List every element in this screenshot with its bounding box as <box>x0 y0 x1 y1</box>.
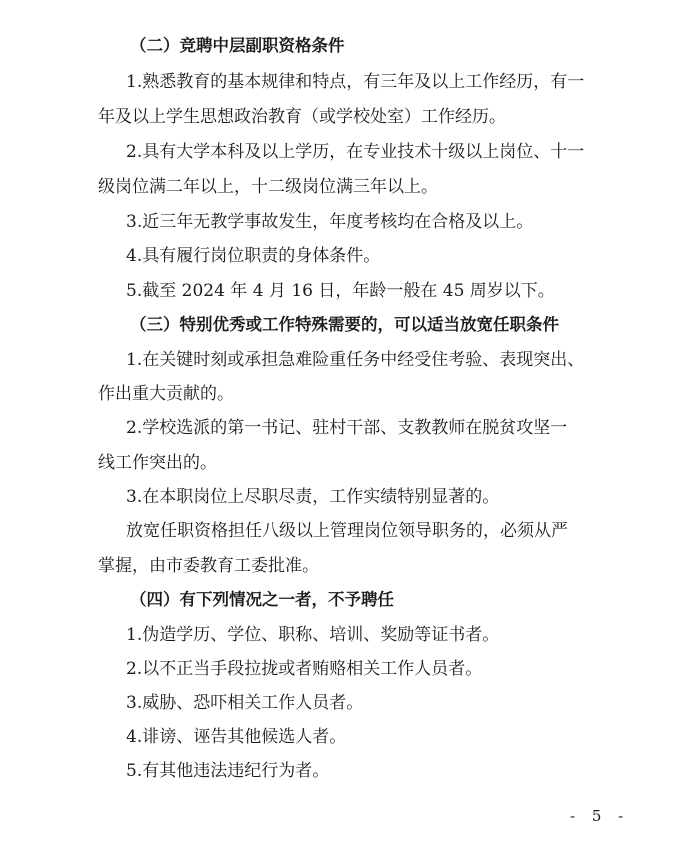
paragraph-line: 级岗位满二年以上，十二级岗位满三年以上。 <box>98 177 438 197</box>
paragraph-line: 5.截至 2024 年 4 月 16 日，年龄一般在 45 周岁以下。 <box>126 281 555 301</box>
paragraph-line: 3.在本职岗位上尽职尽责，工作实绩特别显著的。 <box>126 487 500 507</box>
paragraph-line: 年及以上学生思想政治教育（或学校处室）工作经历。 <box>98 107 506 127</box>
section-heading-3: （三）特别优秀或工作特殊需要的，可以适当放宽任职条件 <box>130 315 559 334</box>
paragraph-line: 4.具有履行岗位职责的身体条件。 <box>126 246 381 266</box>
paragraph-line: 1.在关键时刻或承担急难险重任务中经受住考验、表现突出、 <box>126 350 585 370</box>
section-heading-4: （四）有下列情况之一者，不予聘任 <box>130 590 394 609</box>
paragraph-line: 1.伪造学历、学位、职称、培训、奖励等证书者。 <box>126 625 500 645</box>
paragraph-line: 3.威胁、恐吓相关工作人员者。 <box>126 693 364 713</box>
paragraph-line: 放宽任职资格担任八级以上管理岗位领导职务的，必须从严 <box>126 521 568 541</box>
paragraph-line: 作出重大贡献的。 <box>98 384 234 404</box>
paragraph-line: 1.熟悉教育的基本规律和特点，有三年及以上工作经历，有一 <box>126 72 585 92</box>
paragraph-line: 5.有其他违法违纪行为者。 <box>126 761 330 781</box>
paragraph-line: 2.以不正当手段拉拢或者贿赂相关工作人员者。 <box>126 659 483 679</box>
paragraph-line: 线工作突出的。 <box>98 453 217 473</box>
paragraph-line: 4.诽谤、诬告其他候选人者。 <box>126 727 347 747</box>
paragraph-line: 2.具有大学本科及以上学历，在专业技术十级以上岗位、十一 <box>126 142 585 162</box>
section-heading-2: （二）竞聘中层副职资格条件 <box>130 36 345 55</box>
paragraph-line: 2.学校选派的第一书记、驻村干部、支教教师在脱贫攻坚一 <box>126 418 568 438</box>
page-number: - 5 - <box>570 807 630 825</box>
paragraph-line: 3.近三年无教学事故发生，年度考核均在合格及以上。 <box>126 212 534 232</box>
paragraph-line: 掌握，由市委教育工委批准。 <box>98 556 319 576</box>
